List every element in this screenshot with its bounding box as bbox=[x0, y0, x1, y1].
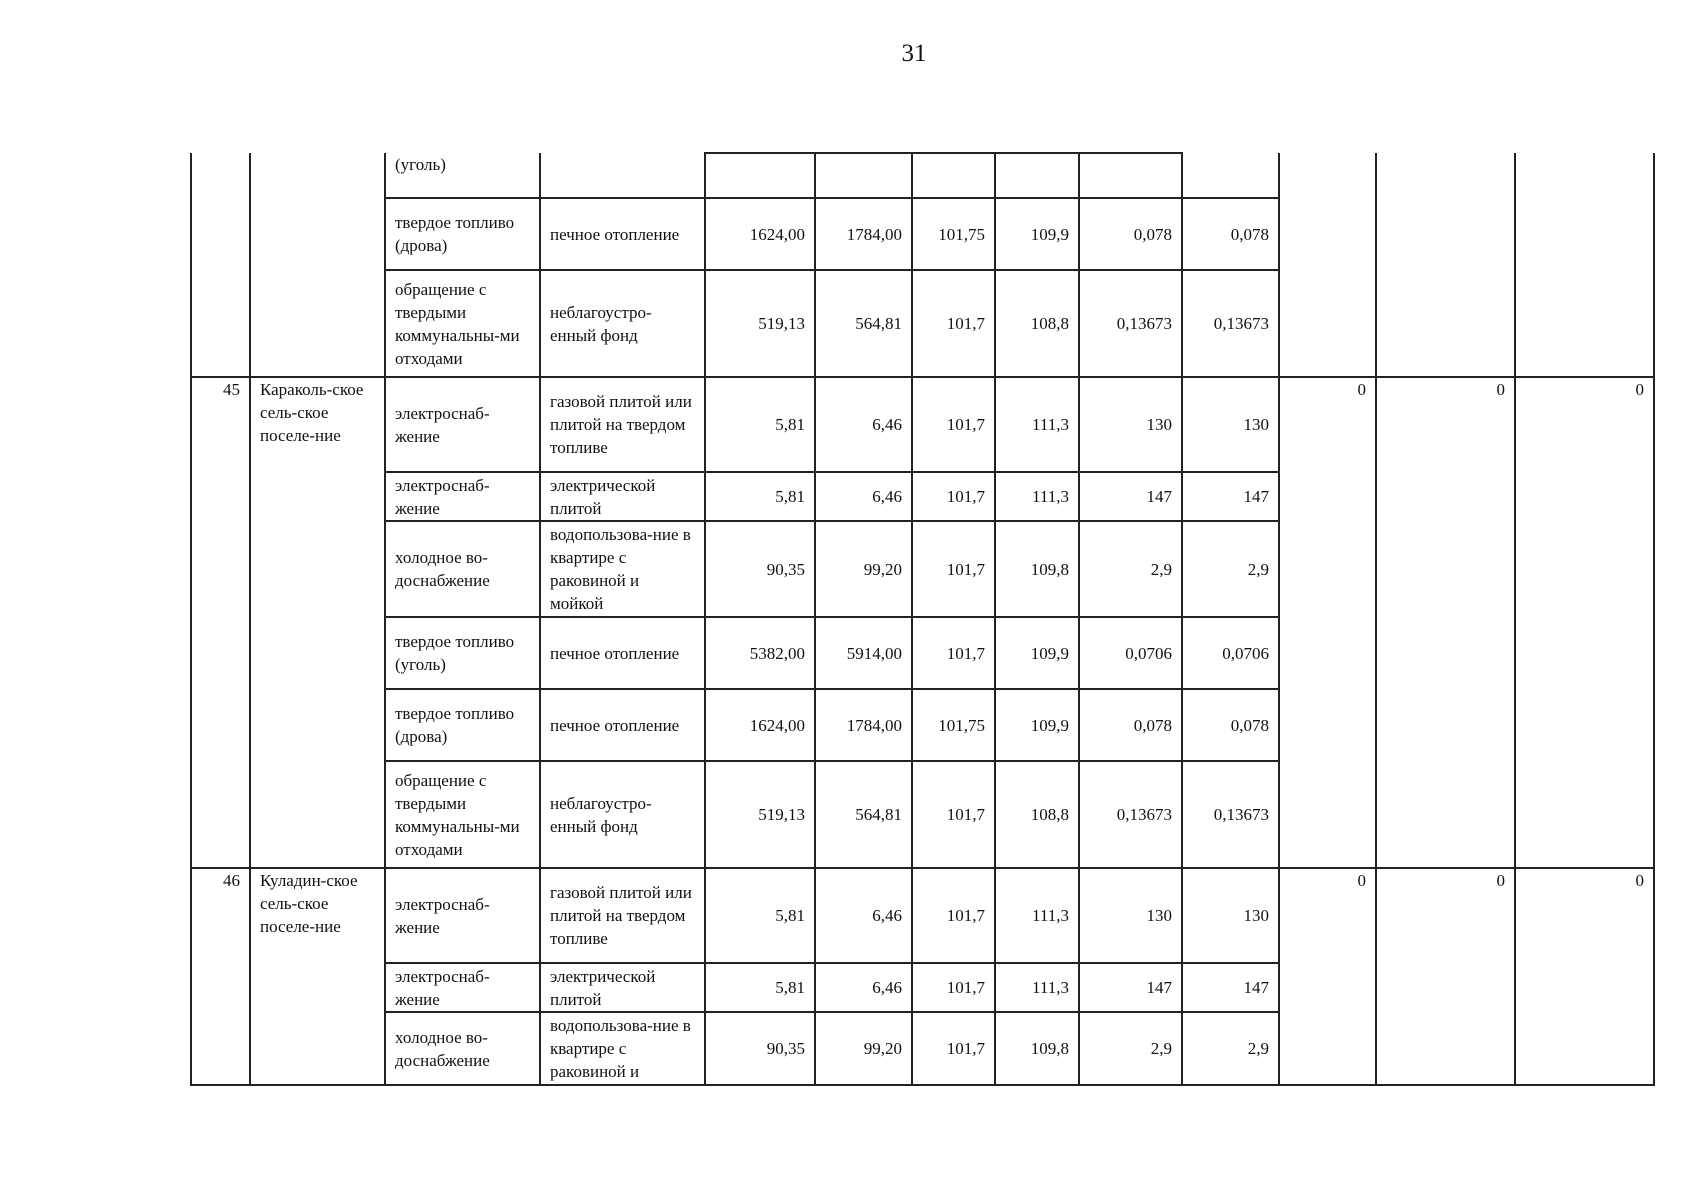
cell-v3: 101,7 bbox=[912, 521, 995, 617]
cell-v4: 108,8 bbox=[995, 270, 1079, 377]
cell-v1: 1624,00 bbox=[705, 198, 815, 270]
cell-appliance: газовой плитой или плитой на твердом топливе bbox=[540, 377, 705, 472]
cell-appliance: печное отопление bbox=[540, 198, 705, 270]
cell-v4: 108,8 bbox=[995, 761, 1079, 868]
cell-v1: 5,81 bbox=[705, 868, 815, 963]
cell-v6: 0,13673 bbox=[1182, 761, 1279, 868]
cell-v6: 2,9 bbox=[1182, 521, 1279, 617]
cell-v5: 147 bbox=[1079, 472, 1182, 521]
cell-v3: 101,7 bbox=[912, 270, 995, 377]
cell-v6: 0,0706 bbox=[1182, 617, 1279, 689]
cell-v6: 147 bbox=[1182, 963, 1279, 1012]
cell-extra-3: 0 bbox=[1515, 868, 1654, 1085]
cell-appliance: водопользова-ние в квартире с раковиной и мойкой bbox=[540, 521, 705, 617]
cell-extra-1 bbox=[1279, 153, 1376, 377]
cell-v4: 109,9 bbox=[995, 617, 1079, 689]
cell-v5: 0,078 bbox=[1079, 198, 1182, 270]
cell-appliance: неблагоустро-енный фонд bbox=[540, 270, 705, 377]
cell-v5: 0,078 bbox=[1079, 689, 1182, 761]
cell-v6 bbox=[1182, 153, 1279, 198]
cell-v2: 564,81 bbox=[815, 761, 912, 868]
tariff-table bbox=[190, 152, 1655, 1086]
cell-service: (уголь) bbox=[385, 153, 540, 198]
cell-extra-2: 0 bbox=[1376, 377, 1515, 868]
cell-v2: 6,46 bbox=[815, 472, 912, 521]
cell-appliance: водопользова-ние в квартире с раковиной и bbox=[540, 1012, 705, 1085]
cell-v3: 101,7 bbox=[912, 761, 995, 868]
cell-v3: 101,75 bbox=[912, 198, 995, 270]
table-row bbox=[191, 868, 1654, 963]
cell-v3: 101,7 bbox=[912, 377, 995, 472]
page-number: 31 bbox=[901, 40, 927, 67]
cell-v6: 130 bbox=[1182, 868, 1279, 963]
cell-appliance: печное отопление bbox=[540, 689, 705, 761]
cell-service: обращение с твердыми коммунальны-ми отходами bbox=[385, 270, 540, 377]
cell-v3: 101,7 bbox=[912, 617, 995, 689]
cell-settlement: Караколь-ское сель-ское поселе-ние bbox=[250, 377, 385, 868]
cell-v1: 5,81 bbox=[705, 377, 815, 472]
cell-appliance: газовой плитой или плитой на твердом топливе bbox=[540, 868, 705, 963]
cell-service: холодное во-доснабжение bbox=[385, 521, 540, 617]
cell-v4: 109,9 bbox=[995, 198, 1079, 270]
cell-v5 bbox=[1079, 153, 1182, 198]
cell-v1: 1624,00 bbox=[705, 689, 815, 761]
cell-extra-1: 0 bbox=[1279, 868, 1376, 1085]
cell-v6: 147 bbox=[1182, 472, 1279, 521]
table-row bbox=[191, 377, 1654, 472]
cell-v1: 519,13 bbox=[705, 270, 815, 377]
cell-v5: 147 bbox=[1079, 963, 1182, 1012]
cell-service: электроснаб-жение bbox=[385, 377, 540, 472]
cell-service: твердое топливо (дрова) bbox=[385, 198, 540, 270]
cell-appliance bbox=[540, 153, 705, 198]
cell-v6: 0,13673 bbox=[1182, 270, 1279, 377]
cell-service: твердое топливо (дрова) bbox=[385, 689, 540, 761]
cell-v2: 1784,00 bbox=[815, 689, 912, 761]
cell-extra-3 bbox=[1515, 153, 1654, 377]
cell-service: твердое топливо (уголь) bbox=[385, 617, 540, 689]
cell-num: 46 bbox=[191, 868, 250, 1085]
cell-v5: 0,13673 bbox=[1079, 270, 1182, 377]
cell-v2: 564,81 bbox=[815, 270, 912, 377]
cell-v2: 1784,00 bbox=[815, 198, 912, 270]
cell-v4 bbox=[995, 153, 1079, 198]
cell-v5: 0,13673 bbox=[1079, 761, 1182, 868]
cell-v2: 6,46 bbox=[815, 963, 912, 1012]
cell-v5: 0,0706 bbox=[1079, 617, 1182, 689]
cell-v5: 2,9 bbox=[1079, 1012, 1182, 1085]
cell-v6: 0,078 bbox=[1182, 198, 1279, 270]
cell-v2: 6,46 bbox=[815, 377, 912, 472]
cell-v1: 519,13 bbox=[705, 761, 815, 868]
cell-extra-3: 0 bbox=[1515, 377, 1654, 868]
cell-extra-2: 0 bbox=[1376, 868, 1515, 1085]
cell-v4: 111,3 bbox=[995, 472, 1079, 521]
cell-v6: 0,078 bbox=[1182, 689, 1279, 761]
cell-v4: 109,8 bbox=[995, 521, 1079, 617]
cell-v1 bbox=[705, 153, 815, 198]
cell-service: холодное во-доснабжение bbox=[385, 1012, 540, 1085]
cell-v4: 109,8 bbox=[995, 1012, 1079, 1085]
cell-v4: 111,3 bbox=[995, 963, 1079, 1012]
cell-num bbox=[191, 153, 250, 377]
cell-v3: 101,75 bbox=[912, 689, 995, 761]
cell-v2: 99,20 bbox=[815, 1012, 912, 1085]
cell-settlement bbox=[250, 153, 385, 377]
cell-v5: 2,9 bbox=[1079, 521, 1182, 617]
cell-v1: 5382,00 bbox=[705, 617, 815, 689]
cell-v6: 2,9 bbox=[1182, 1012, 1279, 1085]
cell-v4: 111,3 bbox=[995, 868, 1079, 963]
cell-service: электроснаб-жение bbox=[385, 868, 540, 963]
cell-v1: 90,35 bbox=[705, 521, 815, 617]
cell-v2 bbox=[815, 153, 912, 198]
cell-v5: 130 bbox=[1079, 377, 1182, 472]
cell-num: 45 bbox=[191, 377, 250, 868]
cell-v2: 6,46 bbox=[815, 868, 912, 963]
cell-service: электроснаб-жение bbox=[385, 472, 540, 521]
cell-v3: 101,7 bbox=[912, 868, 995, 963]
cell-v1: 90,35 bbox=[705, 1012, 815, 1085]
cell-service: обращение с твердыми коммунальны-ми отходами bbox=[385, 761, 540, 868]
cell-v6: 130 bbox=[1182, 377, 1279, 472]
cell-v5: 130 bbox=[1079, 868, 1182, 963]
cell-v3 bbox=[912, 153, 995, 198]
cell-v3: 101,7 bbox=[912, 1012, 995, 1085]
cell-v2: 99,20 bbox=[815, 521, 912, 617]
table-row bbox=[191, 153, 1654, 198]
cell-appliance: неблагоустро-енный фонд bbox=[540, 761, 705, 868]
cell-v4: 109,9 bbox=[995, 689, 1079, 761]
cell-extra-1: 0 bbox=[1279, 377, 1376, 868]
cell-settlement: Куладин-ское сель-ское поселе-ние bbox=[250, 868, 385, 1085]
cell-service: электроснаб-жение bbox=[385, 963, 540, 1012]
cell-appliance: электрической плитой bbox=[540, 963, 705, 1012]
cell-v3: 101,7 bbox=[912, 472, 995, 521]
cell-appliance: электрической плитой bbox=[540, 472, 705, 521]
cell-v3: 101,7 bbox=[912, 963, 995, 1012]
cell-v4: 111,3 bbox=[995, 377, 1079, 472]
cell-extra-2 bbox=[1376, 153, 1515, 377]
cell-v1: 5,81 bbox=[705, 472, 815, 521]
cell-v2: 5914,00 bbox=[815, 617, 912, 689]
cell-appliance: печное отопление bbox=[540, 617, 705, 689]
cell-v1: 5,81 bbox=[705, 963, 815, 1012]
